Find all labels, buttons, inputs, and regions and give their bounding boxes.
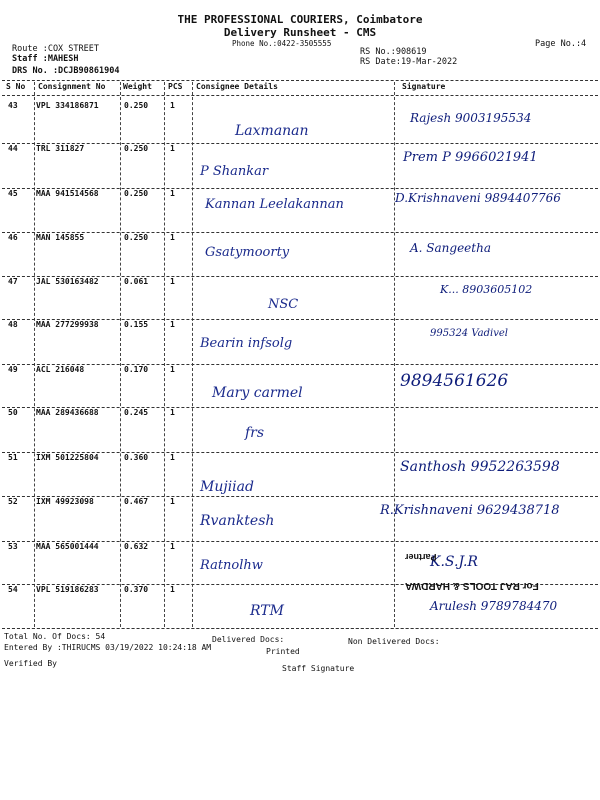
col-header-pcs: PCS [168,82,183,91]
cell-consignment: VPL 334186871 [36,101,99,110]
cell-consignment: IXM 501225804 [36,453,99,462]
rs-date: RS Date:19-Mar-2022 [360,57,458,67]
printed-label: Printed [266,647,300,656]
cell-weight: 0.245 [124,408,149,417]
col-divider [164,82,165,627]
cell-consignee-handwritten: Kannan Leelakannan [205,197,344,212]
cell-sno: 47 [8,277,18,286]
col-header-weight: Weight [123,82,152,91]
verified-by: Verified By [4,659,57,668]
cell-signature-handwritten: 995324 Vadivel [430,328,508,339]
cell-weight: 0.250 [124,144,149,153]
cell-consignee-handwritten: Mary carmel [212,385,303,401]
cell-pcs: 1 [170,189,175,198]
cell-consignee-handwritten: RTM [250,603,284,619]
cell-signature-handwritten: Santhosh 9952263598 [400,459,560,475]
cell-pcs: 1 [170,365,175,374]
header-row-divider [2,95,598,96]
col-header-consignee: Consignee Details [196,82,278,91]
cell-weight: 0.250 [124,101,149,110]
cell-pcs: 1 [170,453,175,462]
cell-consignee-handwritten: Bearin infsolg [200,336,293,351]
stamp-company: For RAJ TOOLS & HARDWA [405,580,539,591]
phone-number: Phone No.:0422-3505555 [232,39,332,48]
row-divider [2,232,598,233]
cell-pcs: 1 [170,497,175,506]
cell-signature-handwritten: K... 8903605102 [440,283,533,296]
stamp-partner: Partner [405,552,437,562]
cell-consignee-handwritten: Ratnolhw [200,558,263,573]
cell-consignment: MAA 565001444 [36,542,99,551]
cell-sno: 50 [8,408,18,417]
route-name: Route :COX STREET [12,44,99,54]
cell-weight: 0.170 [124,365,149,374]
runsheet-subtitle: Delivery Runsheet - CMS [223,26,377,39]
cell-sno: 48 [8,320,18,329]
row-divider [2,364,598,365]
cell-consignee-handwritten: P Shankar [200,164,269,179]
entered-by: Entered By :THIRUCMS 03/19/2022 10:24:18 AM [4,643,212,652]
cell-sno: 52 [8,497,18,506]
page-number: Page No.:4 [535,39,587,49]
rs-number: RS No.:908619 [360,47,427,57]
cell-signature-handwritten: Prem P 9966021941 [403,150,538,165]
cell-signature-handwritten: A. Sangeetha [410,241,491,255]
col-header-consignment: Consignment No [38,82,106,91]
cell-sno: 43 [8,101,18,110]
cell-consignment: ACL 216048 [36,365,85,374]
cell-pcs: 1 [170,277,175,286]
cell-pcs: 1 [170,101,175,110]
cell-sno: 49 [8,365,18,374]
cell-consignee-handwritten: frs [245,425,265,441]
cell-signature-handwritten: R.Krishnaveni 9629438718 [380,503,560,518]
company-title: THE PROFESSIONAL COURIERS, Coimbatore [177,13,423,26]
cell-weight: 0.360 [124,453,149,462]
cell-consignment: MAA 277299938 [36,320,99,329]
cell-consignment: MAN 145855 [36,233,85,242]
row-divider [2,143,598,144]
cell-weight: 0.061 [124,277,149,286]
col-divider [192,82,193,627]
cell-consignment: JAL 530163482 [36,277,99,286]
cell-weight: 0.370 [124,585,149,594]
cell-signature-handwritten: Arulesh 9789784470 [430,599,558,613]
cell-pcs: 1 [170,320,175,329]
cell-consignee-handwritten: NSC [268,297,299,312]
cell-weight: 0.467 [124,497,149,506]
total-docs: Total No. Of Docs: 54 [4,632,106,641]
cell-pcs: 1 [170,585,175,594]
cell-pcs: 1 [170,144,175,153]
col-header-signature: Signature [402,82,446,91]
cell-signature-handwritten: D.Krishnaveni 9894407766 [395,191,561,205]
drs-number: DRS No. :DCJB90861904 [12,66,120,76]
footer-divider [2,628,598,629]
col-divider [34,82,35,627]
col-divider [120,82,121,627]
cell-pcs: 1 [170,233,175,242]
staff-name: Staff :MAHESH [12,54,79,64]
col-divider [394,82,395,627]
cell-consignee-handwritten: Gsatymoorty [205,245,290,260]
cell-consignment: TRL 311827 [36,144,85,153]
cell-signature-handwritten: Rajesh 9003195534 [410,111,532,125]
cell-consignment: MAA 289436688 [36,408,99,417]
cell-signature-handwritten: 9894561626 [400,371,509,391]
cell-consignee-handwritten: Rvanktesh [200,513,275,529]
cell-pcs: 1 [170,542,175,551]
header-divider [2,80,598,81]
cell-sno: 46 [8,233,18,242]
staff-signature-label: Staff Signature [282,664,355,673]
cell-sno: 53 [8,542,18,551]
cell-weight: 0.250 [124,233,149,242]
delivered-docs: Delivered Docs: [212,635,285,644]
cell-weight: 0.155 [124,320,149,329]
cell-sno: 51 [8,453,18,462]
cell-consignment: MAA 941514568 [36,189,99,198]
cell-signature-handwritten: K.S.J.R [430,554,478,570]
cell-sno: 44 [8,144,18,153]
cell-consignee-handwritten: Laxmanan [235,123,309,139]
cell-sno: 54 [8,585,18,594]
cell-pcs: 1 [170,408,175,417]
cell-sno: 45 [8,189,18,198]
cell-consignment: IXM 49923098 [36,497,94,506]
col-header-sno: S No [6,82,26,91]
cell-weight: 0.632 [124,542,149,551]
cell-consignee-handwritten: Mujiiad [200,479,254,495]
cell-consignment: VPL 519186283 [36,585,99,594]
cell-weight: 0.250 [124,189,149,198]
non-delivered-docs: Non Delivered Docs: [348,637,440,646]
